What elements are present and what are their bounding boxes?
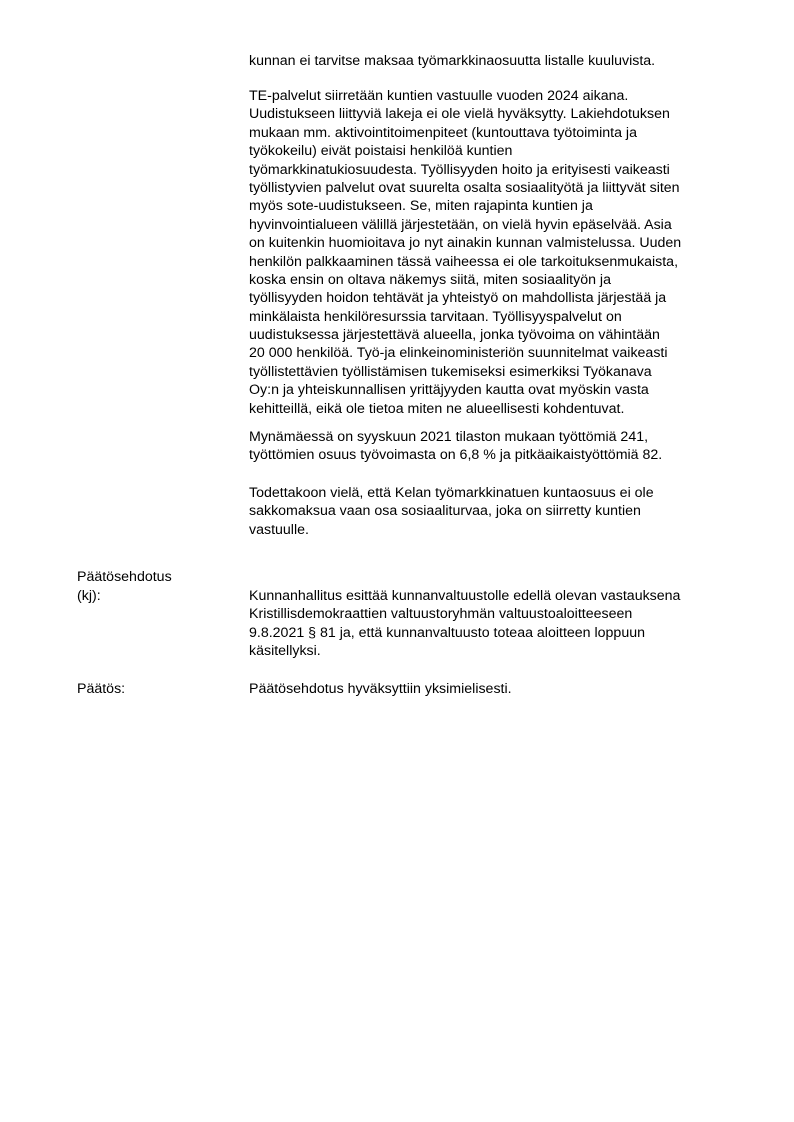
- text-line: Kunnanhallitus esittää kunnanvaltuustolle edellä olevan vastauksena: [249, 588, 681, 604]
- text-line: Päätösehdotus hyväksyttiin yksimielisesti.: [249, 681, 512, 697]
- text-line: työllistyvien palvelut ovat suurelta osalta sosiaalityötä ja liittyvät siten: [249, 179, 680, 196]
- text-line: uudistuksessa järjestettävä alueella, jonka työvoima on vähintään: [249, 327, 660, 344]
- paragraph-intro: [249, 52, 749, 70]
- text-line: Oy:n ja yhteiskunnallisen yrittäjyyden kautta ovat myöskin vasta: [249, 382, 649, 399]
- text-line: työllistettävien työllistämisen tukemiseksi esimerkiksi Työkanava: [249, 363, 652, 380]
- text-line: työllisyyden hoidon tehtävät ja yhteistyö on mahdollista järjestää ja: [249, 290, 667, 307]
- text-line: sakkomaksua vaan osa sosiaaliturvaa, joka on siirretty kuntien: [249, 503, 641, 520]
- text-line: työkokeilu) eivät poistaisi henkilöä kuntien: [249, 143, 513, 160]
- text-line: henkilön palkkaaminen tässä vaiheessa ei ole tarkoituksenmukaista,: [249, 253, 679, 270]
- text-line: Todettakoon vielä, että Kelan työmarkkinatuen kuntaosuus ei ole: [249, 485, 654, 501]
- proposal-label: Päätösehdotus: [77, 569, 172, 585]
- text-line: minkälaista henkilöresurssia tarvitaan. Työllisyyspalvelut on: [249, 308, 622, 325]
- text-line: Uudistukseen liittyviä lakeja ei ole vielä hyväksytty. Lakiehdotuksen: [249, 106, 670, 123]
- paragraph-kela-note: [249, 484, 749, 539]
- decision-text: [249, 680, 749, 698]
- text-line: hyvinvointialueen välillä järjestetään, on vielä hyvin epäselvää. Asia: [249, 216, 672, 233]
- text-line: koska ensin on oltava näkemys siitä, miten sosiaalityön ja: [249, 271, 611, 288]
- text-line: on kuitenkin huomioitava jo nyt ainakin kunnan valmistelussa. Uuden: [249, 235, 682, 252]
- paragraph-statistics: [249, 428, 749, 465]
- text-line: mukaan mm. aktivointitoimenpiteet (kuntouttava työtoiminta ja: [249, 124, 637, 141]
- text-line: työmarkkinatukiosuudesta. Työllisyyden hoito ja erityisesti vaikeasti: [249, 161, 670, 178]
- text-line: myös sote-uudistukseen. Se, miten rajapinta kuntien ja: [249, 198, 593, 215]
- paragraph-te-services: [249, 87, 749, 418]
- text-line: 9.8.2021 § 81 ja, että kunnanvaltuusto toteaa aloitteen loppuun: [249, 624, 645, 641]
- text-line: TE-palvelut siirretään kuntien vastuulle vuoden 2024 aikana.: [249, 88, 629, 104]
- text-line: Kristillisdemokraattien valtuustoryhmän valtuustoaloitteeseen: [249, 606, 633, 623]
- proposal-text: [249, 587, 749, 661]
- text-line: vastuulle.: [249, 521, 309, 538]
- text-line: 20 000 henkilöä. Työ-ja elinkeinoministeriön suunnitelmat vaikeasti: [249, 345, 668, 362]
- text-line: työttömien osuus työvoimasta on 6,8 % ja pitkäaikaistyöttömiä 82.: [249, 447, 663, 464]
- text-line: kehitteillä, eikä ole tietoa miten ne alueellisesti kohdentuvat.: [249, 400, 625, 417]
- text-line: kunnan ei tarvitse maksaa työmarkkinaosuutta listalle kuuluvista.: [249, 53, 656, 69]
- text-line: käsitellyksi.: [249, 643, 321, 660]
- text-line: Mynämäessä on syyskuun 2021 tilaston mukaan työttömiä 241,: [249, 429, 649, 445]
- proposal-label-author: (kj):: [77, 588, 101, 604]
- decision-label: Päätös:: [77, 681, 126, 697]
